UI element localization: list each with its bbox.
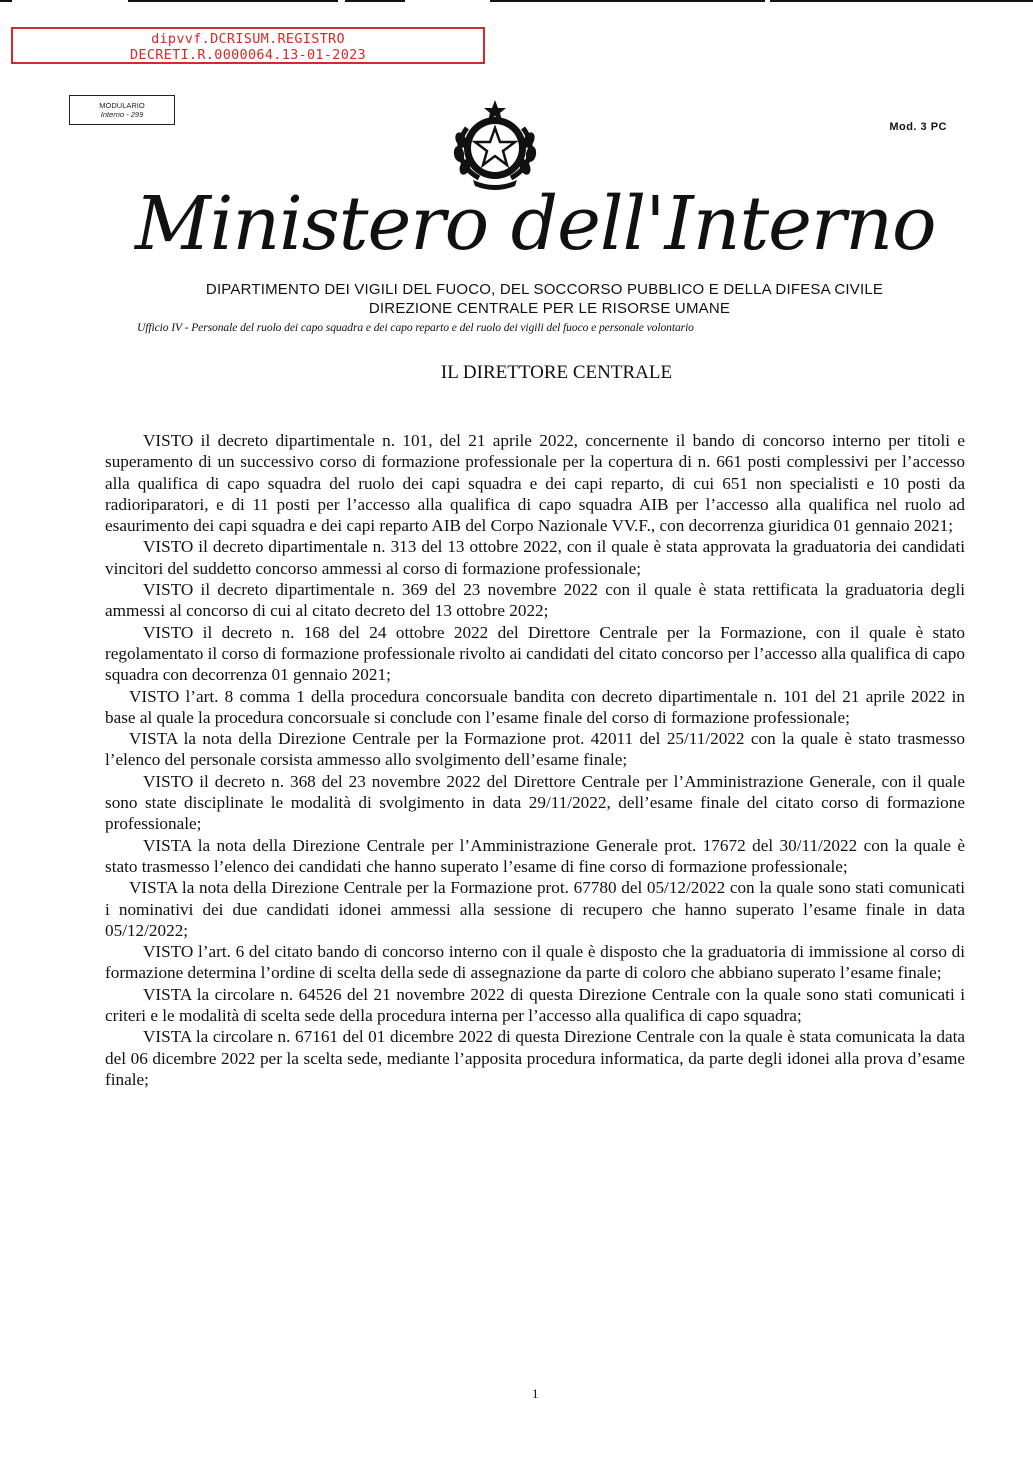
modulario-line2: Interno - 299 — [100, 110, 144, 119]
protocol-stamp — [11, 27, 485, 64]
protocol-stamp-line1: dipvvf.DCRISUM.REGISTRO — [151, 31, 345, 47]
paragraph: VISTO il decreto dipartimentale n. 313 del 13 ottobre 2022, con il quale è stata approvata la graduatoria dei candidati vincitori del suddetto concorso ammessi al corso di formazione professionale; — [105, 537, 965, 578]
paragraph: VISTA la nota della Direzione Centrale per l’Amministrazione Generale prot. 17672 del 30/11/2022 con la quale è stato trasmesso l’elenco dei candidati che hanno superato l’esame di fine corso di formazione professionale; — [105, 835, 965, 876]
paragraph: VISTO il decreto dipartimentale n. 369 del 23 novembre 2022 con il quale è stata rettificata la graduatoria degli ammessi al concorso di cui al citato decreto del 13 ottobre 2022; — [105, 580, 965, 621]
decree-body — [105, 430, 965, 1090]
paragraph: VISTA la circolare n. 67161 del 01 dicembre 2022 di questa Direzione Centrale con la quale è stata comunicata la data del 06 dicembre 2022 per la scelta sede, mediante l’apposita procedura informatica, da parte degli idonei alla prova d’esame finale; — [105, 1027, 965, 1089]
paragraph: VISTO l’art. 6 del citato bando di concorso interno con il quale è disposto che la graduatoria di immissione al corso di formazione determina l’ordine di scelta della sede di assegnazione da parte di coloro che abbiano superato l’esame finale; — [105, 942, 965, 983]
scan-top-edge — [0, 0, 1033, 2]
paragraph: VISTO il decreto n. 368 del 23 novembre 2022 del Direttore Centrale per l’Amministrazione Generale, con il quale sono state disciplinate le modalità di svolgimento in data 29/11/2022, dell’esame finale del citato corso di formazione professionale; — [105, 771, 965, 834]
mod-code: Mod. 3 PC — [889, 121, 947, 133]
office-subtitle: Ufficio IV - Personale del ruolo dei capo squadra e dei capo reparto e del ruolo dei vigili del fuoco e personale volontario — [137, 321, 694, 334]
modulario-line1: MODULARIO — [99, 101, 145, 110]
paragraph: VISTA la nota della Direzione Centrale per la Formazione prot. 67780 del 05/12/2022 con la quale sono stati comunicati i nominativi dei due candidati idonei ammessi alla sessione di recupero che hanno superato l’esame finale in data 05/12/2022; — [105, 878, 965, 940]
paragraph: VISTO il decreto n. 168 del 24 ottobre 2022 del Direttore Centrale per la Formazione, con il quale è stato regolamentato il corso di formazione professionale rivolto ai candidati del citato concorso per l’accesso alla qualifica di capo squadra con decorrenza 01 gennaio 2021; — [105, 622, 965, 685]
paragraph: VISTO il decreto dipartimentale n. 101, del 21 aprile 2022, concernente il bando di concorso interno per titoli e superamento di un successivo corso di formazione professionale per la copertura di n. 661 posti complessivi per l’accesso alla qualifica di capo squadra del ruolo dei capi squadra e dei capi reparto, di cui 651 non specialisti e 10 posti da radioriparatori, e di 11 posti per l’accesso alla qualifica di capo squadra AIB per l’accesso alla qualifica nel ruolo ad esaurimento dei capi squadra e dei capi reparto AIB del Corpo Nazionale VV.F., con decorrenza giuridica 01 gennaio 2021; — [105, 431, 965, 536]
modulario-box — [69, 95, 175, 125]
department-title: DIPARTIMENTO DEI VIGILI DEL FUOCO, DEL SOCCORSO PUBBLICO E DELLA DIFESA CIVILE — [205, 281, 884, 298]
page-number: 1 — [532, 1386, 539, 1401]
ministry-logotype: Ministero dell'Interno — [135, 181, 936, 267]
paragraph: VISTA la circolare n. 64526 del 21 novembre 2022 di questa Direzione Centrale con la quale sono stati comunicati i criteri e le modalità di scelta sede della procedura interna per l’accesso alla qualifica di capo squadra; — [105, 984, 965, 1026]
document-heading: IL DIRETTORE CENTRALE — [440, 362, 673, 383]
paragraph: VISTO l’art. 8 comma 1 della procedura concorsuale bandita con decreto dipartimentale n. 101 del 21 aprile 2022 in base al quale la procedura concorsuale si conclude con l’esame finale del corso di formazione professionale; — [105, 686, 965, 727]
paragraph: VISTA la nota della Direzione Centrale per la Formazione prot. 42011 del 25/11/2022 con la quale è stato trasmesso l’elenco del personale corsista ammesso allo svolgimento dell’esame finale; — [105, 729, 965, 770]
protocol-stamp-line2: DECRETI.R.0000064.13-01-2023 — [130, 47, 366, 63]
italian-emblem-icon — [445, 98, 545, 190]
directorate-title: DIREZIONE CENTRALE PER LE RISORSE UMANE — [368, 300, 731, 317]
